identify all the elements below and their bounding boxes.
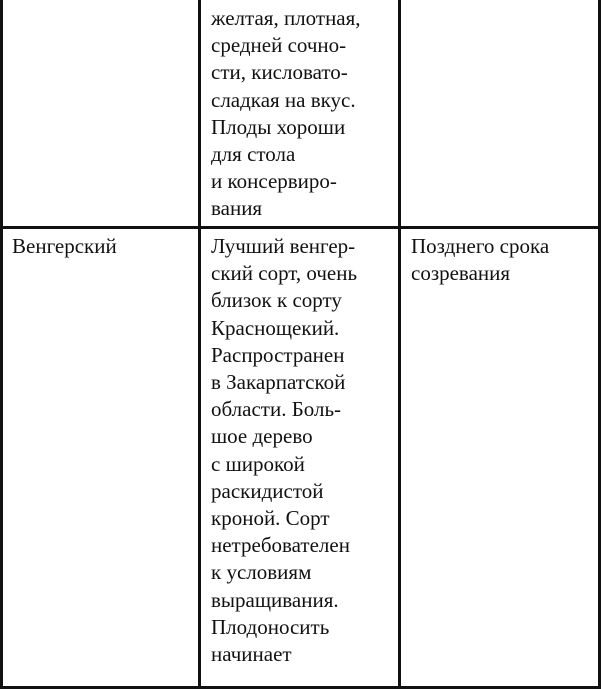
- description-line: для стола: [211, 142, 296, 167]
- description-line: желтая, плотная,: [211, 6, 361, 30]
- row-2-variety-cell: [12, 233, 117, 260]
- description-line: близок к сорту: [211, 288, 342, 313]
- description-line: кроной. Сорт: [211, 506, 330, 531]
- description-line: выращивания.: [211, 587, 339, 612]
- description-line: сти, кисловато-: [211, 60, 348, 85]
- variety-name: Венгерский: [12, 234, 117, 258]
- description-line: Плоды хороши: [211, 114, 346, 139]
- description-line: Лучший венгер-: [211, 234, 356, 258]
- ripening-line: созревания: [411, 261, 511, 286]
- description-line: и консервиро-: [211, 169, 337, 194]
- description-line: раскидистой: [211, 478, 324, 503]
- description-line: с широкой: [211, 451, 305, 476]
- description-line: Распространен: [211, 342, 345, 367]
- description-line: ский сорт, очень: [211, 261, 358, 286]
- description-line: нетребователен: [211, 533, 350, 558]
- row-2-description-cell: [211, 233, 357, 668]
- description-line: в Закарпатской: [211, 370, 346, 395]
- description-line: Плодоносить: [211, 614, 330, 639]
- description-line: вания: [211, 196, 263, 221]
- description-line: Краснощекий.: [211, 315, 340, 340]
- ripening-line: Позднего срока: [411, 234, 550, 258]
- description-line: средней сочно-: [211, 33, 347, 58]
- description-line: шое дерево: [211, 424, 313, 449]
- row-2-ripening-cell: [411, 233, 549, 287]
- description-line: сладкая на вкус.: [211, 87, 356, 112]
- row-1-description-cell: [211, 5, 361, 223]
- description-line: к условиям: [211, 560, 312, 585]
- table-border-left: [0, 0, 3, 689]
- description-line: начинает: [211, 642, 292, 667]
- row-divider: [0, 226, 601, 229]
- column-divider-1: [198, 0, 201, 689]
- column-divider-2: [398, 0, 401, 689]
- description-line: области. Боль-: [211, 397, 342, 422]
